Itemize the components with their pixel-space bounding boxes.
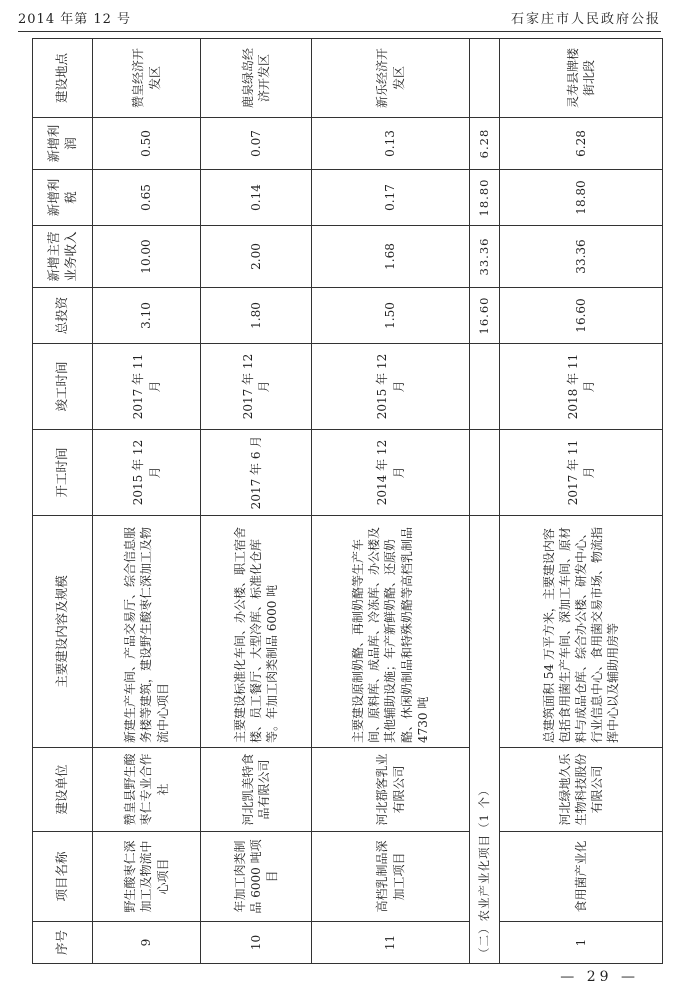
construction-location: 鹿泉绿岛经济开发区 [201,39,312,118]
builder-unit: 河北绿地久乐生物科技股份有限公司 [500,748,663,832]
new-revenue: 10.00 [93,226,201,288]
header-cell: 主要建设内容及规模 [33,516,93,748]
total-investment: 3.10 [93,288,201,344]
new-tax: 18.80 [500,170,663,226]
header-cell: 开工时间 [33,430,93,516]
builder-unit: 赞皇县野生酸枣仁专业合作社 [93,748,201,832]
new-revenue: 2.00 [201,226,312,288]
new-profit: 0.13 [312,118,470,170]
table-row [201,39,312,964]
row-number: 10 [201,922,312,964]
header-cell: 新增利税 [33,170,93,226]
header-cell: 序号 [33,922,93,964]
start-date: 2014 年 12 月 [312,430,470,516]
table-header-row [33,39,93,964]
construction-location: 赞皇经济开发区 [93,39,201,118]
section-new-profit: 6.28 [470,118,500,170]
section-label: （二）农业产业化项目（1 个） [470,516,500,964]
header-cell: 竣工时间 [33,344,93,430]
new-tax: 0.14 [201,170,312,226]
construction-content: 总建筑面积 54 万平方米，主要建设内容包括食用菌生产车间、深加工车间、原材料与成品仓库、综合办公楼、研发中心、行业信息中心、食用菌交易市场、物流指挥中心以及辅助用房等 [500,516,663,748]
section-total-investment: 16.60 [470,288,500,344]
project-name: 野生酸枣仁深加工及物流中心项目 [93,832,201,922]
row-number: 9 [93,922,201,964]
page-number: — 29 — [560,969,639,985]
header-cell: 新增主营业务收入 [33,226,93,288]
header-cell: 总投资 [33,288,93,344]
total-investment: 16.60 [500,288,663,344]
table-rotated-container [32,39,662,964]
project-name: 年加工肉类制品 6000 吨项目 [201,832,312,922]
start-date: 2015 年 12 月 [93,430,201,516]
header-cell: 建设单位 [33,748,93,832]
builder-unit: 河北凯美特食品有限公司 [201,748,312,832]
builder-unit: 河北鄀客乳业有限公司 [312,748,470,832]
construction-content: 主要建设原制奶酪、再制奶酪等生产车间、原料库、成品库、冷冻库、办公楼及其他辅助设施；年产新鲜奶酪、还原奶酪、休闲奶制品和特殊奶酪等高档乳制品 4730 吨 [312,516,470,748]
new-tax: 0.17 [312,170,470,226]
new-profit: 0.50 [93,118,201,170]
end-date: 2018 年 11 月 [500,344,663,430]
project-name: 高档乳制品深加工项目 [312,832,470,922]
end-date: 2017 年 12 月 [201,344,312,430]
header-divider [18,31,661,32]
issue-label: 2014 年第 12 号 [18,12,132,27]
row-number: 11 [312,922,470,964]
table-row [93,39,201,964]
new-profit: 0.07 [201,118,312,170]
project-table [32,38,663,964]
start-date: 2017 年 6 月 [201,430,312,516]
construction-location: 灵寿县牌楼街北段 [500,39,663,118]
section-new-revenue: 33.36 [470,226,500,288]
new-tax: 0.65 [93,170,201,226]
publication-title: 石家庄市人民政府公报 [510,12,661,27]
construction-content: 新建生产车间、产品交易厅、综合信息服务楼等建筑，建设野生酸枣仁深加工及物流中心项目 [93,516,201,748]
project-name: 食用菌产业化 [500,832,663,922]
table-row [312,39,470,964]
header-cell: 建设地点 [33,39,93,118]
new-profit: 6.28 [500,118,663,170]
header-cell: 项目名称 [33,832,93,922]
construction-location: 新乐经济开发区 [312,39,470,118]
header-cell: 新增利润 [33,118,93,170]
new-revenue: 33.36 [500,226,663,288]
new-revenue: 1.68 [312,226,470,288]
end-date: 2015 年 12 月 [312,344,470,430]
total-investment: 1.80 [201,288,312,344]
section-row [470,39,500,964]
end-date: 2017 年 11 月 [93,344,201,430]
section-new-tax: 18.80 [470,170,500,226]
construction-content: 主要建设标准化车间、办公楼、职工宿舍楼、员工餐厅、大型冷库、标准化仓库等。年加工肉类制品 6000 吨 [201,516,312,748]
start-date: 2017 年 11 月 [500,430,663,516]
table-row [500,39,663,964]
row-number: 1 [500,922,663,964]
total-investment: 1.50 [312,288,470,344]
